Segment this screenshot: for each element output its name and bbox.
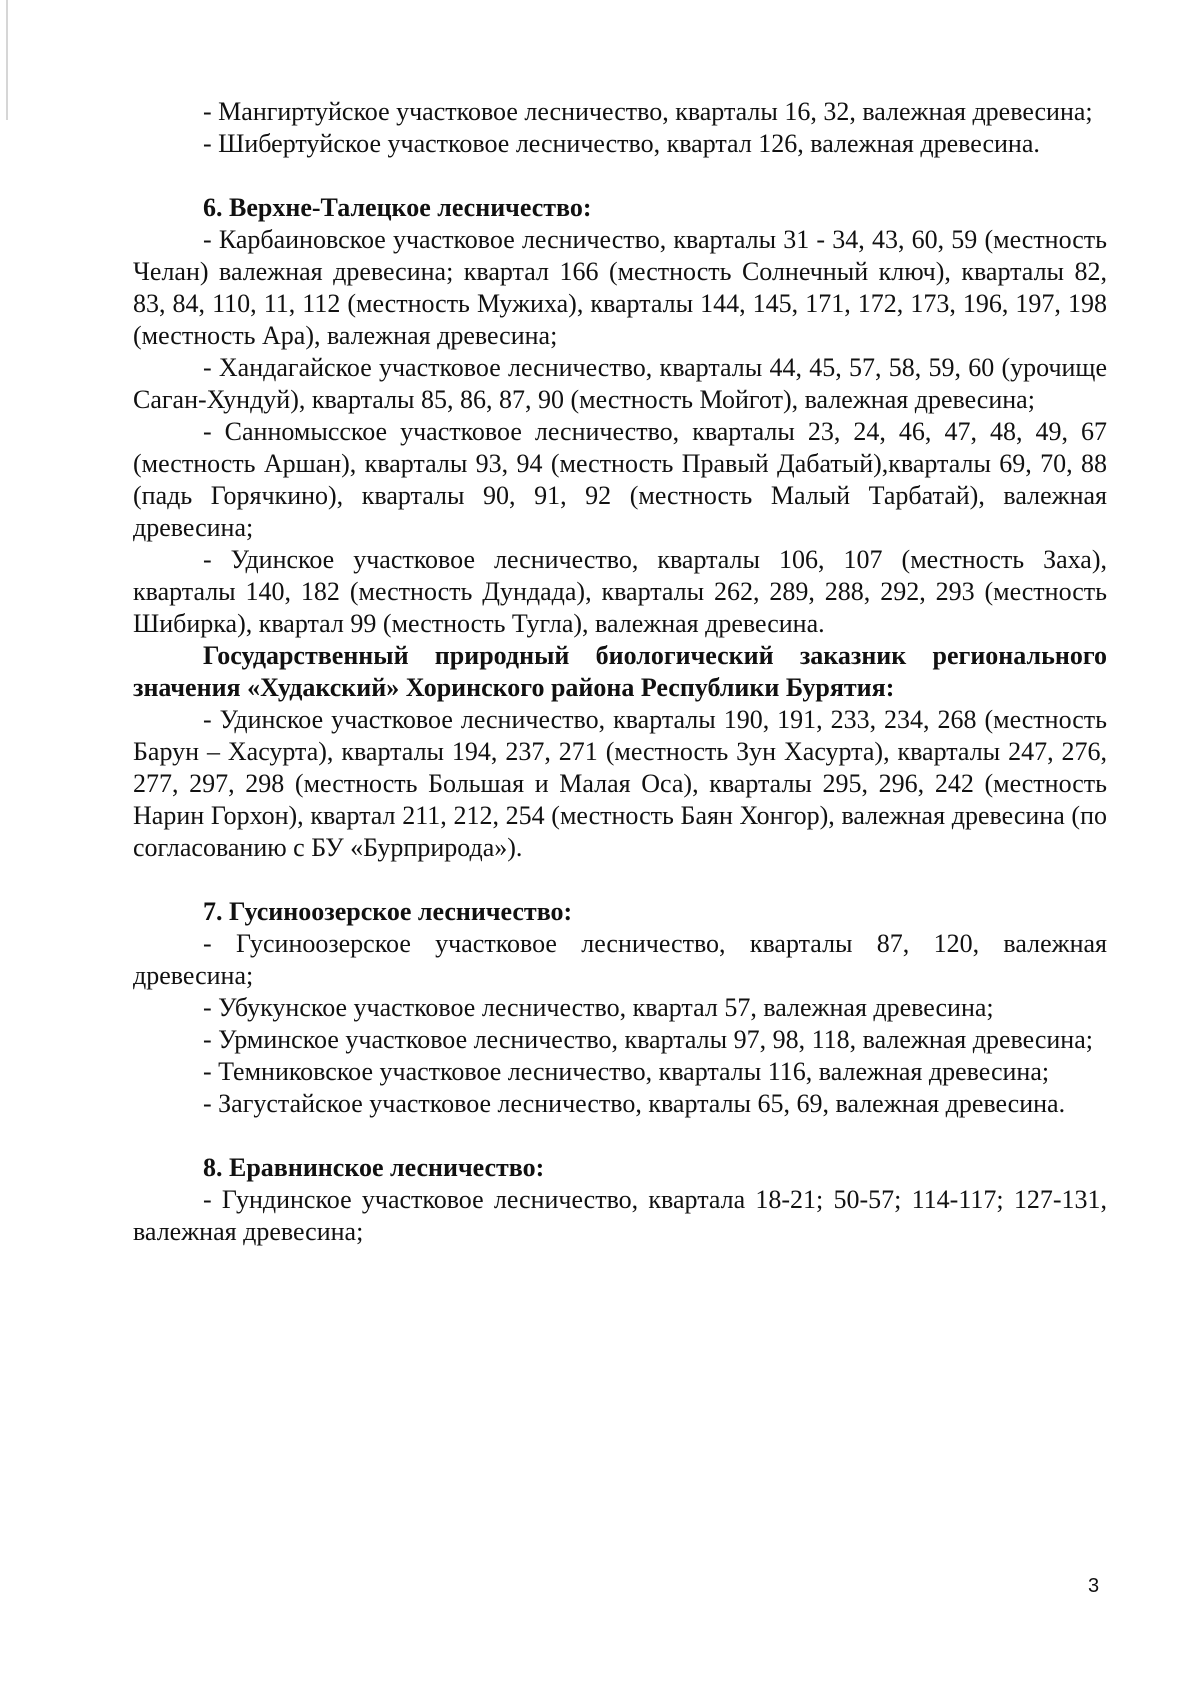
spacer [133, 160, 1107, 192]
paragraph-udinskoe-2: - Удинское участковое лесничество, кварталы 190, 191, 233, 234, 268 (местность Барун – Хасурта), кварталы 194, 237, 271 (местность Зун Хасурта), кварталы 247, 276, 277, 297, 298 (местность Большая и Малая Оса), кварталы 295, 296, 242 (местность Нарин Горхон), квартал 211, 212, 254 (местность Баян Хонгор), валежная древесина (по согласованию с БУ «Бурприрода»). [133, 705, 1107, 862]
spacer [133, 864, 1107, 896]
paragraph-shibertuy: - Шибертуйское участковое лесничество, квартал 126, валежная древесина. [203, 129, 1040, 158]
section-heading-7: 7. Гусиноозерское лесничество: [203, 897, 573, 926]
paragraph-handagayskoe: - Хандагайское участковое лесничество, кварталы 44, 45, 57, 58, 59, 60 (урочище Саган-Хундуй), кварталы 85, 86, 87, 90 (местность Мойгот), валежная древесина; [133, 353, 1107, 414]
paragraph-karbainovskoe: - Карбаиновское участковое лесничество, кварталы 31 - 34, 43, 60, 59 (местность Челан) валежная древесина; квартал 166 (местность Солнечный ключ), кварталы 82, 83, 84, 110, 11, 112 (местность Мужиха), кварталы 144, 145, 171, 172, 173, 196, 197, 198 (местность Ара), валежная древесина; [133, 225, 1107, 350]
paragraph-gusinoozerskoe: - Гусиноозерское участковое лесничество, кварталы 87, 120, валежная древесина; [133, 929, 1107, 990]
scan-edge-line [6, 0, 8, 120]
paragraph-ubukunskoe: - Убукунское участковое лесничество, квартал 57, валежная древесина; [203, 993, 994, 1022]
page-number: 3 [1088, 1575, 1100, 1597]
paragraph-mangirtuy: - Мангиртуйское участковое лесничество, кварталы 16, 32, валежная древесина; [203, 97, 1093, 126]
reserve-heading: Государственный природный биологический заказник регионального значения «Худакский» Хоринского района Республики Бурятия: [133, 641, 1107, 702]
paragraph-zagustayskoe: - Загустайское участковое лесничество, кварталы 65, 69, валежная древесина. [203, 1089, 1066, 1118]
document-body [133, 96, 1107, 1248]
paragraph-udinskoe-1: - Удинское участковое лесничество, кварталы 106, 107 (местность Заха), кварталы 140, 182 (местность Дундада), кварталы 262, 289, 288, 292, 293 (местность Шибирка), квартал 99 (местность Тугла), валежная древесина. [133, 545, 1107, 638]
paragraph-sannomysskoe: - Санномысское участковое лесничество, кварталы 23, 24, 46, 47, 48, 49, 67 (местность Аршан), кварталы 93, 94 (местность Правый Дабатый),кварталы 69, 70, 88 (падь Горячкино), кварталы 90, 91, 92 (местность Малый Тарбатай), валежная древесина; [133, 417, 1107, 542]
section-heading-8: 8. Еравнинское лесничество: [203, 1153, 545, 1182]
paragraph-temnikovskoe: - Темниковское участковое лесничество, кварталы 116, валежная древесина; [203, 1057, 1050, 1086]
paragraph-gundinskoe: - Гундинское участковое лесничество, квартала 18-21; 50-57; 114-117; 127-131, валежная древесина; [133, 1185, 1107, 1246]
paragraph-urminskoe: - Урминское участковое лесничество, кварталы 97, 98, 118, валежная древесина; [203, 1025, 1093, 1054]
spacer [133, 1120, 1107, 1152]
section-heading-6: 6. Верхне-Талецкое лесничество: [203, 193, 592, 222]
